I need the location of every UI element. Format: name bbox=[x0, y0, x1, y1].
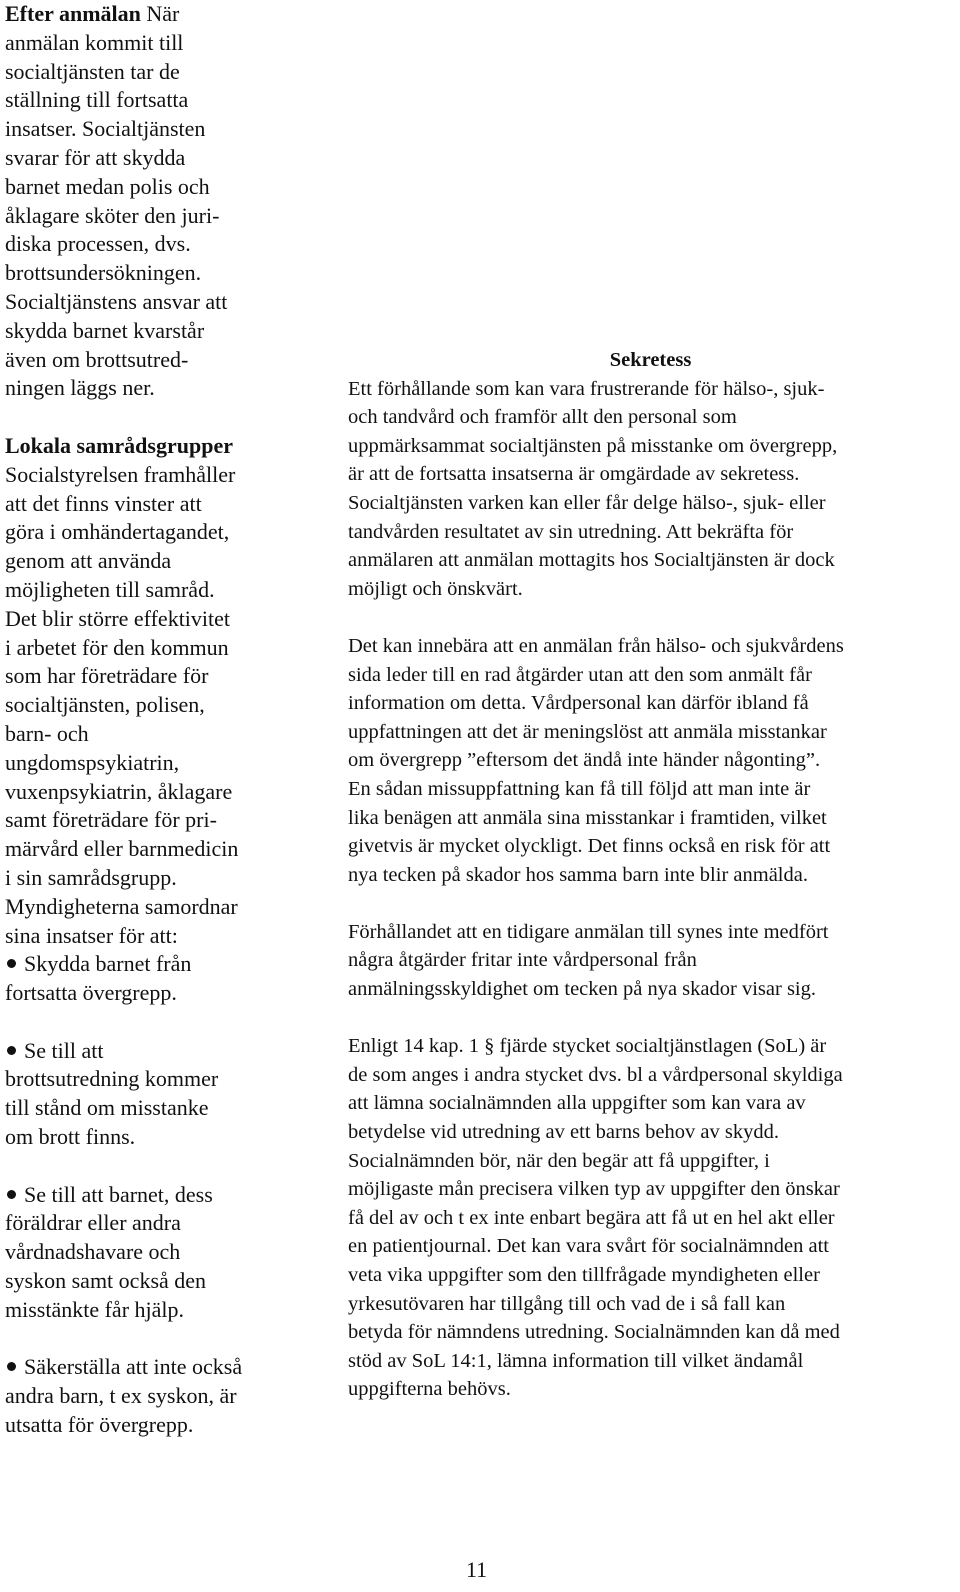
text-line: vuxenpsykiatrin, åklagare bbox=[5, 778, 233, 804]
text-line: åklagare sköter den juri- bbox=[5, 202, 220, 228]
bullet-icon bbox=[7, 959, 16, 968]
text-line: få del av och t ex inte enbart begära att få ut en hel akt eller bbox=[348, 1206, 835, 1229]
paragraph bbox=[348, 375, 953, 604]
bullet-text: till stånd om misstanke bbox=[5, 1095, 209, 1121]
paragraph-gap bbox=[5, 1325, 295, 1354]
section-efter-anmalan bbox=[5, 0, 295, 403]
paragraph bbox=[348, 632, 953, 889]
paragraph-gap bbox=[5, 1152, 295, 1181]
page-number: 11 bbox=[466, 1557, 488, 1582]
bullet-text: Skydda barnet från bbox=[24, 951, 192, 977]
text-line: och tandvård och framför allt den personal som bbox=[348, 406, 737, 429]
text-line: svarar för att skydda bbox=[5, 144, 186, 170]
text-line: Förhållandet att en tidigare anmälan till synes inte medfört bbox=[348, 920, 829, 943]
text-line: Myndigheterna samordnar bbox=[5, 893, 238, 919]
text-line: diska processen, dvs. bbox=[5, 231, 191, 257]
section-heading-lokala-samradsgrupper: Lokala samrådsgrupper bbox=[5, 432, 233, 458]
text-line: insatser. Socialtjänsten bbox=[5, 116, 206, 142]
text-line: uppgifterna behövs. bbox=[348, 1378, 511, 1401]
paragraph bbox=[348, 918, 953, 1004]
bullet-text: syskon samt också den bbox=[5, 1268, 207, 1294]
text-line: samt företrädare för pri- bbox=[5, 807, 217, 833]
text-line: betyda för nämndens utredning. Socialnämnden kan då med bbox=[348, 1321, 840, 1344]
text-line: information om detta. Vårdpersonal kan därför ibland få bbox=[348, 692, 809, 715]
right-column bbox=[348, 346, 953, 1404]
text-line: barnet medan polis och bbox=[5, 173, 210, 199]
bullet-text: andra barn, t ex syskon, är bbox=[5, 1383, 237, 1409]
bullet-item bbox=[5, 950, 295, 1008]
paragraph-gap bbox=[5, 1008, 295, 1037]
bullet-text: föräldrar eller andra bbox=[5, 1210, 181, 1236]
text-line: ställning till fortsatta bbox=[5, 87, 189, 113]
text-line: veta vika uppgifter som den tillfrågade myndigheten eller bbox=[348, 1264, 820, 1286]
text-line: är att de fortsatta insatserna är omgärdade av sekretess. bbox=[348, 463, 800, 486]
bullet-item bbox=[5, 1037, 295, 1152]
text-line: nya tecken på skador hos samma barn inte blir anmälda. bbox=[348, 863, 808, 886]
text-line: anmälningsskyldighet om tecken på nya skador visar sig. bbox=[348, 978, 816, 1001]
paragraph-gap bbox=[348, 603, 953, 632]
left-column bbox=[5, 0, 295, 1440]
bullet-first-line bbox=[5, 1037, 295, 1066]
bullet-text: Se till att bbox=[24, 1037, 104, 1063]
text-line: att det finns vinster att bbox=[5, 490, 202, 516]
text-line: några åtgärder fritar inte vårdpersonal från bbox=[348, 949, 697, 972]
text-line: betydelse vid utredning av ett barns behov av skydd. bbox=[348, 1121, 779, 1144]
section-first-line-rest: När bbox=[140, 1, 180, 26]
section-first-line bbox=[5, 0, 295, 29]
text-line: socialtjänsten, polisen, bbox=[5, 692, 205, 718]
bullet-text: Se till att barnet, dess bbox=[24, 1181, 213, 1207]
text-line: genom att använda bbox=[5, 548, 172, 574]
text-line: tandvården resultatet av sin utredning. Att bekräfta för bbox=[348, 520, 794, 543]
text-line: även om brottsutred- bbox=[5, 346, 189, 372]
text-line: i sin samrådsgrupp. bbox=[5, 864, 177, 890]
section-lokala-samradsgrupper bbox=[5, 432, 295, 950]
text-line: sina insatser för att: bbox=[5, 922, 178, 948]
bullet-item bbox=[5, 1181, 295, 1325]
text-line: uppfattningen att det är meningslöst att anmäla misstankar bbox=[348, 720, 827, 743]
text-line: stöd av SoL 14:1, lämna information till vilket ändamål bbox=[348, 1349, 804, 1372]
text-line: som har företrädare för bbox=[5, 663, 209, 689]
text-line: möjligt och önskvärt. bbox=[348, 577, 523, 600]
bullet-icon bbox=[7, 1190, 16, 1199]
text-line: Socialstyrelsen framhåller bbox=[5, 461, 236, 487]
text-line: möjligheten till samråd. bbox=[5, 576, 215, 602]
paragraph-gap bbox=[5, 403, 295, 432]
bullet-text: fortsatta övergrepp. bbox=[5, 980, 177, 1006]
paragraph bbox=[348, 1032, 953, 1404]
text-line: yrkesutövaren har tillgång till och vad de i så fall kan bbox=[348, 1292, 786, 1315]
bullet-first-line bbox=[5, 950, 295, 979]
bullet-text: misstänkte får hjälp. bbox=[5, 1296, 185, 1322]
text-line: uppmärksammat socialtjänsten på misstanke om övergrepp, bbox=[348, 434, 838, 457]
text-line: Det kan innebära att en anmälan från hälso- och sjukvårdens bbox=[348, 634, 844, 657]
text-line: att lämna socialnämnden alla uppgifter som kan vara av bbox=[348, 1092, 806, 1115]
text-line: skydda barnet kvarstår bbox=[5, 317, 205, 343]
text-line: ningen läggs ner. bbox=[5, 375, 155, 401]
section-heading-sekretess: Sekretess bbox=[609, 349, 692, 371]
paragraph-gap bbox=[348, 1004, 953, 1033]
text-line: sida leder till en rad åtgärder utan att den som anmält får bbox=[348, 663, 812, 686]
text-line: anmälaren att anmälan mottagits hos Socialtjänsten är dock bbox=[348, 549, 835, 572]
text-line: Socialtjänstens ansvar att bbox=[5, 288, 228, 314]
bullet-list bbox=[5, 950, 295, 1440]
text-line: givetvis är mycket olyckligt. Det finns också en risk för att bbox=[348, 835, 831, 858]
text-line: brottsundersökningen. bbox=[5, 260, 202, 286]
text-line: ungdomspsykiatrin, bbox=[5, 749, 180, 775]
text-line: socialtjänsten tar de bbox=[5, 58, 180, 84]
paragraph-gap bbox=[348, 889, 953, 918]
text-line: Ett förhållande som kan vara frustrerande för hälso-, sjuk- bbox=[348, 377, 825, 400]
text-line: Enligt 14 kap. 1 § fjärde stycket socialtjänstlagen (SoL) är bbox=[348, 1035, 827, 1058]
bullet-text: utsatta för övergrepp. bbox=[5, 1412, 194, 1438]
text-line: möjligaste mån precisera vilken typ av uppgifter den önskar bbox=[348, 1178, 840, 1201]
text-line: barn- och bbox=[5, 720, 89, 746]
bullet-icon bbox=[7, 1362, 16, 1371]
text-line: Socialnämnden bör, när den begär att få uppgifter, i bbox=[348, 1149, 770, 1172]
text-line: lika benägen att anmäla sina misstankar i framtiden, vilket bbox=[348, 806, 827, 829]
text-line: om övergrepp ”eftersom det ändå inte händer någonting”. bbox=[348, 749, 821, 772]
bullet-text: vårdnadshavare och bbox=[5, 1239, 181, 1265]
text-line: en patientjournal. Det kan vara svårt för socialnämnden att bbox=[348, 1235, 829, 1258]
bullet-first-line bbox=[5, 1181, 295, 1210]
bullet-text: Säkerställa att inte också bbox=[24, 1354, 243, 1380]
bullet-text: brottsutredning kommer bbox=[5, 1066, 219, 1092]
text-line: i arbetet för den kommun bbox=[5, 634, 229, 660]
text-line: En sådan missuppfattning kan få till följd att man inte är bbox=[348, 777, 811, 800]
text-line: märvård eller barnmedicin bbox=[5, 836, 239, 862]
text-line: göra i omhändertagandet, bbox=[5, 519, 230, 545]
text-line: Socialtjänsten varken kan eller får delge hälso-, sjuk- eller bbox=[348, 491, 826, 514]
bullet-first-line bbox=[5, 1353, 295, 1382]
text-line: Det blir större effektivitet bbox=[5, 605, 231, 631]
text-line: anmälan kommit till bbox=[5, 29, 184, 55]
bullet-text: om brott finns. bbox=[5, 1124, 136, 1150]
bullet-item bbox=[5, 1353, 295, 1439]
text-line: de som anges i andra stycket dvs. bl a vårdpersonal skyldiga bbox=[348, 1063, 843, 1086]
section-heading-efter-anmalan: Efter anmälan bbox=[5, 1, 141, 26]
bullet-icon bbox=[7, 1046, 16, 1055]
